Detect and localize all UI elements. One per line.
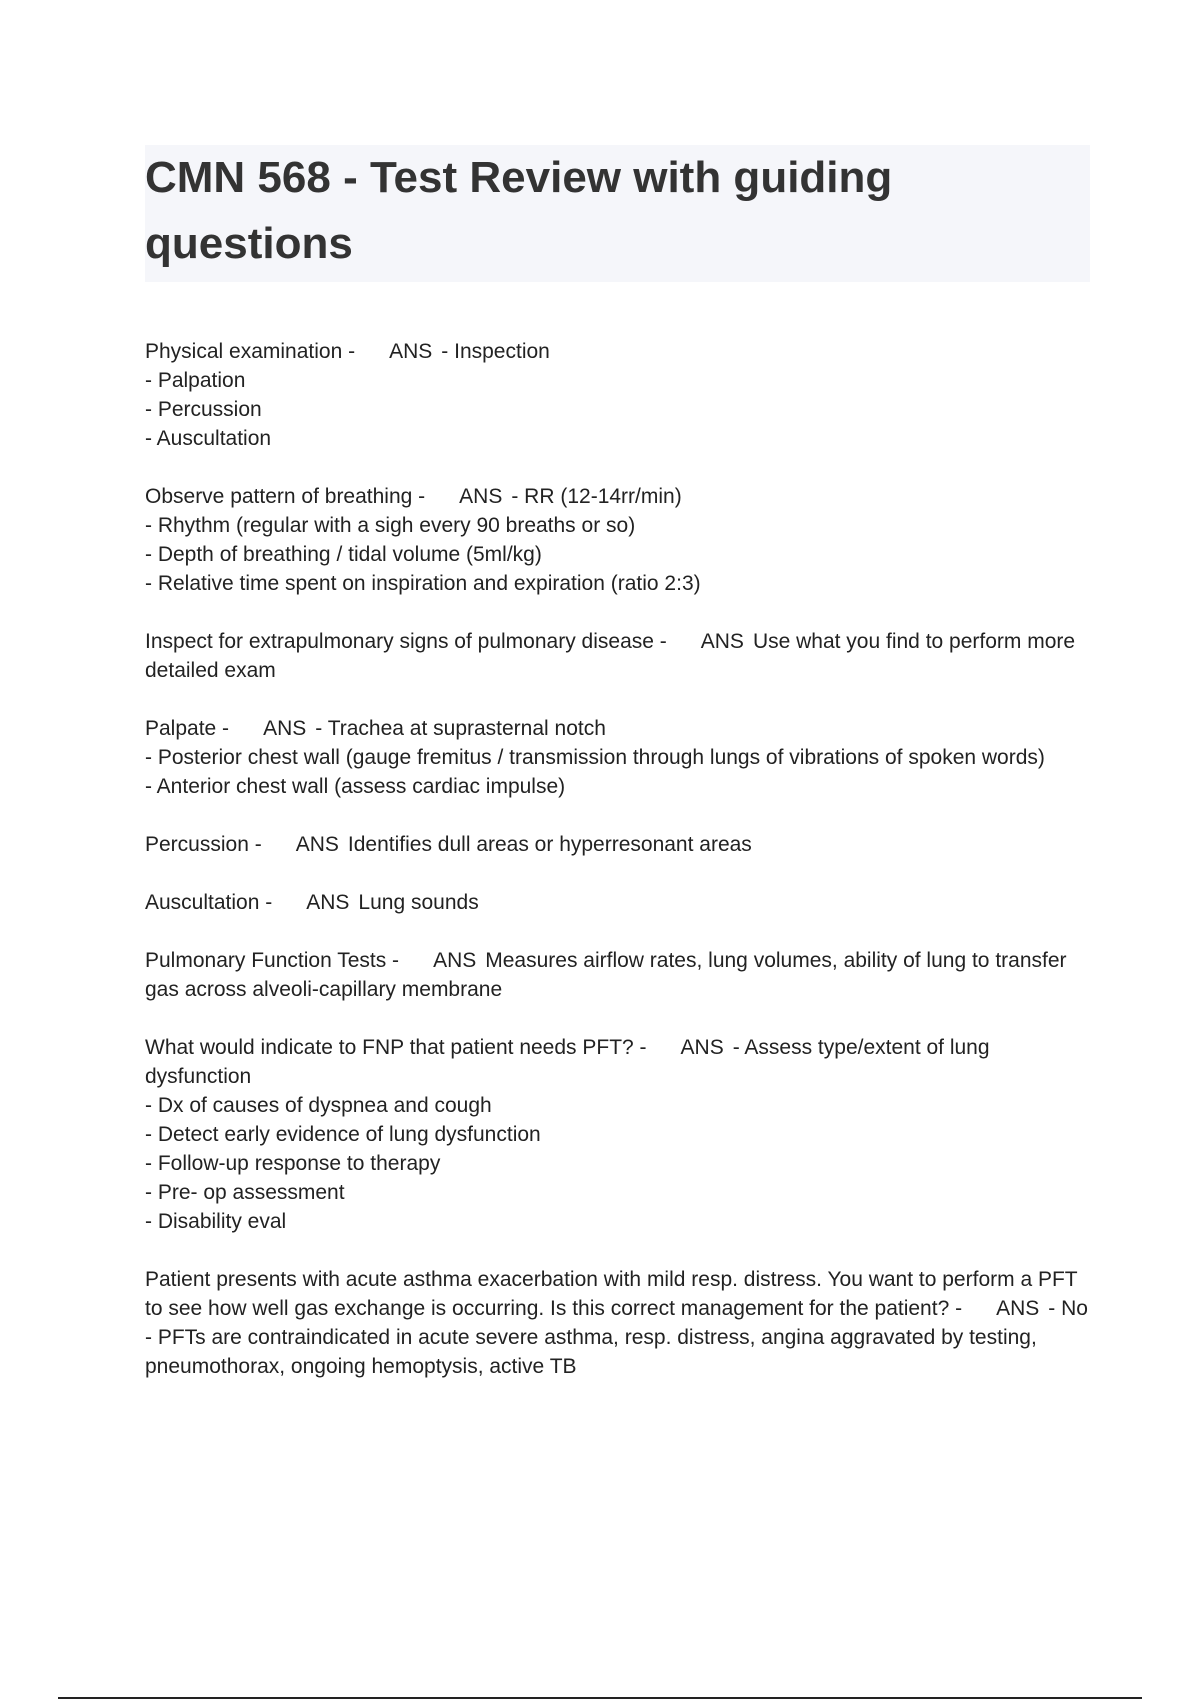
footer-divider (58, 1697, 1142, 1699)
ans-label: ANS (459, 485, 503, 508)
answer-line: - Detect early evidence of lung dysfunction (145, 1123, 541, 1146)
ans-label: ANS (263, 717, 307, 740)
question-text: Percussion - (145, 833, 262, 856)
qa-item (145, 1033, 1095, 1236)
question-text: Patient presents with acute asthma exacerbation with mild resp. distress. You want to perform a PFT to see how well gas exchange is occurring. Is this correct management for the patient? - (145, 1268, 1078, 1320)
qa-item (145, 946, 1095, 1004)
ans-label: ANS (295, 833, 339, 856)
question-text: Auscultation - (145, 891, 273, 914)
qa-item (145, 830, 1095, 859)
answer-line: - Dx of causes of dyspnea and cough (145, 1094, 492, 1117)
question-text: What would indicate to FNP that patient needs PFT? - (145, 1036, 647, 1059)
question-text: Palpate - (145, 717, 230, 740)
answer-line: - Depth of breathing / tidal volume (5ml/kg) (145, 543, 542, 566)
ans-label: ANS (700, 630, 744, 653)
answer-text: - Inspection (441, 340, 550, 363)
answer-text: Identifies dull areas or hyperresonant areas (347, 833, 752, 856)
qa-list (145, 337, 1095, 1410)
ans-label: ANS (433, 949, 477, 972)
qa-item (145, 888, 1095, 917)
answer-line: - Follow-up response to therapy (145, 1152, 441, 1175)
ans-label: ANS (306, 891, 350, 914)
answer-text: - No (1048, 1297, 1088, 1320)
qa-item (145, 482, 1095, 598)
title-banner (145, 145, 1090, 282)
ans-label: ANS (996, 1297, 1040, 1320)
answer-text: Lung sounds (358, 891, 479, 914)
answer-line: - Auscultation (145, 427, 272, 450)
answer-line: - PFTs are contraindicated in acute severe asthma, resp. distress, angina aggravated by testing, pneumothorax, ongoing hemoptysis, active TB (145, 1326, 1037, 1378)
qa-item (145, 627, 1095, 685)
answer-line: - Percussion (145, 398, 262, 421)
answer-text: Measures airflow rates, lung volumes, ability of lung to transfer gas across alveoli-capillary membrane (145, 949, 1067, 1001)
qa-item (145, 714, 1095, 801)
answer-line: - Relative time spent on inspiration and expiration (ratio 2:3) (145, 572, 701, 595)
answer-line: - Anterior chest wall (assess cardiac impulse) (145, 775, 566, 798)
answer-line: - Rhythm (regular with a sigh every 90 breaths or so) (145, 514, 636, 537)
page-title: CMN 568 - Test Review with guiding questions (145, 153, 893, 268)
qa-item (145, 1265, 1095, 1381)
answer-text: Use what you find to perform more detailed exam (145, 630, 1076, 682)
answer-text: - Assess type/extent of lung dysfunction (145, 1036, 990, 1088)
question-text: Inspect for extrapulmonary signs of pulmonary disease - (145, 630, 667, 653)
answer-line: - Posterior chest wall (gauge fremitus / transmission through lungs of vibrations of spoken words) (145, 746, 1045, 769)
ans-label: ANS (389, 340, 433, 363)
answer-line: - Disability eval (145, 1210, 287, 1233)
question-text: Pulmonary Function Tests - (145, 949, 400, 972)
answer-line: - Palpation (145, 369, 246, 392)
answer-text: - RR (12-14rr/min) (511, 485, 682, 508)
question-text: Observe pattern of breathing - (145, 485, 426, 508)
answer-line: - Pre- op assessment (145, 1181, 345, 1204)
answer-text: - Trachea at suprasternal notch (315, 717, 606, 740)
qa-item (145, 337, 1095, 453)
ans-label: ANS (680, 1036, 724, 1059)
question-text: Physical examination - (145, 340, 356, 363)
